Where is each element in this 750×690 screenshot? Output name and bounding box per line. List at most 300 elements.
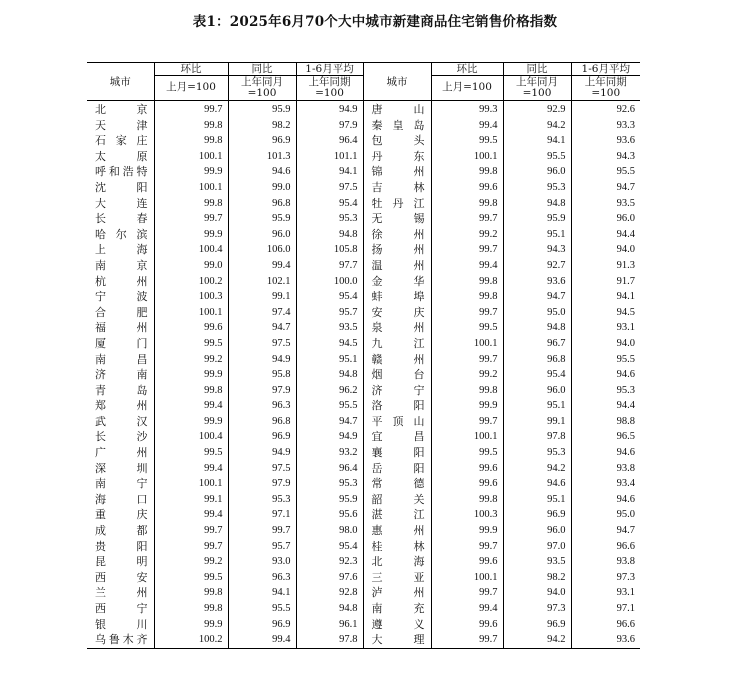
- table-row: [87, 289, 640, 305]
- right-avg-cell: 93.3: [571, 118, 640, 134]
- right-yoy-cell: 94.8: [503, 320, 571, 336]
- left-mom-cell: 100.1: [154, 476, 228, 492]
- right-city-cell: 烟台: [363, 367, 431, 383]
- left-mom-cell: 99.7: [154, 523, 228, 539]
- left-city-cell: 南宁: [95, 477, 148, 491]
- right-city-cell: 丹东: [363, 149, 431, 165]
- right-avg-cell: 93.1: [571, 320, 640, 336]
- left-avg-cell: 92.8: [296, 585, 363, 601]
- right-yoy-cell: 94.6: [503, 476, 571, 492]
- left-mom-cell: 99.5: [154, 445, 228, 461]
- right-avg-cell: 95.5: [571, 164, 640, 180]
- left-yoy-cell: 94.9: [228, 445, 296, 461]
- right-yoy-cell: 97.8: [503, 429, 571, 445]
- right-mom-cell: 99.8: [431, 289, 503, 305]
- right-city-cell: 赣州: [363, 352, 431, 368]
- left-yoy-cell: 101.3: [228, 149, 296, 165]
- right-mom-cell: 99.6: [431, 180, 503, 196]
- right-yoy-cell: 97.0: [503, 539, 571, 555]
- left-mom-cell: 99.9: [154, 227, 228, 243]
- right-city-cell: 吉林: [363, 180, 431, 196]
- right-yoy-cell: 95.3: [503, 180, 571, 196]
- right-yoy-cell: 96.7: [503, 336, 571, 352]
- left-avg-cell: 95.4: [296, 539, 363, 555]
- left-city-cell: 北京: [95, 103, 148, 116]
- left-avg-cell: 95.6: [296, 507, 363, 523]
- right-avg-cell: 97.1: [571, 601, 640, 617]
- right-mom-cell: 100.1: [431, 570, 503, 586]
- right-mom-cell: 100.1: [431, 336, 503, 352]
- table-row: [87, 601, 640, 617]
- left-yoy-cell: 96.8: [228, 414, 296, 430]
- left-yoy-cell: 99.0: [228, 180, 296, 196]
- right-mom-cell: 99.6: [431, 461, 503, 477]
- right-avg-cell: 95.5: [571, 352, 640, 368]
- right-mom-cell: 99.5: [431, 320, 503, 336]
- right-avg-cell: 94.4: [571, 398, 640, 414]
- left-avg-cell: 98.0: [296, 523, 363, 539]
- mom-header-right: 环比: [431, 63, 503, 76]
- left-yoy-cell: 94.7: [228, 320, 296, 336]
- left-mom-cell: 99.9: [154, 617, 228, 633]
- right-city-cell: 蚌埠: [363, 289, 431, 305]
- table-row: [87, 196, 640, 212]
- right-city-cell: 安庆: [363, 305, 431, 321]
- right-yoy-cell: 97.3: [503, 601, 571, 617]
- right-yoy-cell: 96.0: [503, 523, 571, 539]
- left-mom-cell: 99.9: [154, 414, 228, 430]
- left-avg-cell: 94.9: [296, 429, 363, 445]
- right-city-cell: 济宁: [363, 383, 431, 399]
- right-city-cell: 温州: [363, 258, 431, 274]
- left-mom-cell: 99.7: [154, 539, 228, 555]
- table-row: [87, 383, 640, 399]
- left-avg-cell: 105.8: [296, 242, 363, 258]
- table-row: [87, 445, 640, 461]
- table-row: [87, 507, 640, 523]
- left-mom-cell: 99.8: [154, 601, 228, 617]
- right-avg-cell: 92.6: [571, 101, 640, 118]
- left-city-cell: 西安: [95, 570, 148, 584]
- right-yoy-cell: 93.5: [503, 554, 571, 570]
- left-yoy-cell: 96.9: [228, 133, 296, 149]
- left-avg-cell: 95.9: [296, 492, 363, 508]
- left-city-cell: 厦门: [95, 336, 148, 350]
- table-row: [87, 476, 640, 492]
- right-avg-cell: 93.8: [571, 554, 640, 570]
- left-city-cell: 海口: [95, 492, 148, 506]
- yoy-base-right: 上年同月 =100: [503, 76, 571, 101]
- right-yoy-cell: 92.7: [503, 258, 571, 274]
- left-avg-cell: 93.2: [296, 445, 363, 461]
- left-city-cell: 合肥: [95, 305, 148, 319]
- right-yoy-cell: 93.6: [503, 274, 571, 290]
- right-yoy-cell: 95.9: [503, 211, 571, 227]
- left-avg-cell: 96.4: [296, 133, 363, 149]
- right-avg-cell: 98.8: [571, 414, 640, 430]
- left-mom-cell: 100.3: [154, 289, 228, 305]
- left-avg-cell: 92.3: [296, 554, 363, 570]
- right-mom-cell: 99.7: [431, 585, 503, 601]
- right-yoy-cell: 94.8: [503, 196, 571, 212]
- right-avg-cell: 93.8: [571, 461, 640, 477]
- right-avg-cell: 93.1: [571, 585, 640, 601]
- table-row: [87, 164, 640, 180]
- left-avg-cell: 100.0: [296, 274, 363, 290]
- right-city-cell: 常德: [363, 476, 431, 492]
- right-mom-cell: 99.5: [431, 445, 503, 461]
- left-avg-cell: 95.5: [296, 398, 363, 414]
- right-city-cell: 韶关: [363, 492, 431, 508]
- right-avg-cell: 94.1: [571, 289, 640, 305]
- left-city-cell: 武汉: [95, 414, 148, 428]
- left-avg-cell: 96.2: [296, 383, 363, 399]
- right-yoy-cell: 94.0: [503, 585, 571, 601]
- left-city-cell: 长春: [95, 212, 148, 226]
- left-avg-cell: 94.8: [296, 601, 363, 617]
- table-row: [87, 242, 640, 258]
- table-row: [87, 101, 640, 118]
- price-index-table: [87, 62, 640, 649]
- right-avg-cell: 94.3: [571, 149, 640, 165]
- table-row: [87, 336, 640, 352]
- left-mom-cell: 99.7: [154, 101, 228, 118]
- right-avg-cell: 94.6: [571, 445, 640, 461]
- right-avg-cell: 94.0: [571, 336, 640, 352]
- table-row: [87, 320, 640, 336]
- right-yoy-cell: 94.2: [503, 118, 571, 134]
- left-yoy-cell: 96.8: [228, 196, 296, 212]
- right-yoy-cell: 95.3: [503, 445, 571, 461]
- right-mom-cell: 99.7: [431, 414, 503, 430]
- left-avg-cell: 95.3: [296, 476, 363, 492]
- left-mom-cell: 99.8: [154, 383, 228, 399]
- page-title: 表1：2025年6月70个大中城市新建商品住宅销售价格指数: [192, 14, 558, 30]
- table-row: [87, 554, 640, 570]
- right-avg-cell: 94.7: [571, 523, 640, 539]
- left-city-cell: 南京: [95, 258, 148, 272]
- left-city-cell: 上海: [95, 243, 148, 257]
- left-city-cell: 乌鲁木齐: [95, 633, 148, 647]
- table-row: [87, 352, 640, 368]
- left-yoy-cell: 99.7: [228, 523, 296, 539]
- left-city-cell: 昆明: [95, 555, 148, 569]
- left-yoy-cell: 97.9: [228, 383, 296, 399]
- left-avg-cell: 94.5: [296, 336, 363, 352]
- left-mom-cell: 100.4: [154, 242, 228, 258]
- avg-header-left: 1-6月平均: [296, 63, 363, 76]
- right-city-cell: 九江: [363, 336, 431, 352]
- right-avg-cell: 91.7: [571, 274, 640, 290]
- left-mom-cell: 99.2: [154, 352, 228, 368]
- left-city-cell: 贵阳: [95, 539, 148, 553]
- right-mom-cell: 99.2: [431, 227, 503, 243]
- left-mom-cell: 99.6: [154, 320, 228, 336]
- left-mom-cell: 99.5: [154, 570, 228, 586]
- left-yoy-cell: 94.1: [228, 585, 296, 601]
- table-row: [87, 523, 640, 539]
- right-city-cell: 岳阳: [363, 461, 431, 477]
- right-avg-cell: 93.6: [571, 133, 640, 149]
- right-yoy-cell: 96.9: [503, 617, 571, 633]
- left-yoy-cell: 97.1: [228, 507, 296, 523]
- right-mom-cell: 99.6: [431, 617, 503, 633]
- left-avg-cell: 97.8: [296, 632, 363, 648]
- right-city-cell: 无锡: [363, 211, 431, 227]
- right-city-cell: 襄阳: [363, 445, 431, 461]
- right-city-cell: 三亚: [363, 570, 431, 586]
- avg-base-right: 上年同期 =100: [571, 76, 640, 101]
- right-avg-cell: 96.6: [571, 617, 640, 633]
- left-city-cell: 深圳: [95, 461, 148, 475]
- right-avg-cell: 94.7: [571, 180, 640, 196]
- table-row: [87, 414, 640, 430]
- left-yoy-cell: 95.8: [228, 367, 296, 383]
- right-mom-cell: 99.8: [431, 274, 503, 290]
- right-mom-cell: 99.7: [431, 539, 503, 555]
- left-yoy-cell: 94.6: [228, 164, 296, 180]
- table-row: [87, 274, 640, 290]
- right-avg-cell: 94.0: [571, 242, 640, 258]
- right-city-cell: 泉州: [363, 320, 431, 336]
- left-yoy-cell: 95.9: [228, 211, 296, 227]
- right-mom-cell: 99.7: [431, 305, 503, 321]
- right-city-cell: 惠州: [363, 523, 431, 539]
- right-city-cell: 徐州: [363, 227, 431, 243]
- yoy-base-left: 上年同月 =100: [228, 76, 296, 101]
- left-city-cell: 郑州: [95, 399, 148, 413]
- table-row: [87, 211, 640, 227]
- right-yoy-cell: 94.2: [503, 632, 571, 648]
- left-city-cell: 银川: [95, 617, 148, 631]
- right-yoy-cell: 94.1: [503, 133, 571, 149]
- table-row: [87, 492, 640, 508]
- right-mom-cell: 99.6: [431, 476, 503, 492]
- right-yoy-cell: 95.1: [503, 492, 571, 508]
- left-avg-cell: 96.1: [296, 617, 363, 633]
- left-avg-cell: 96.4: [296, 461, 363, 477]
- left-mom-cell: 99.0: [154, 258, 228, 274]
- left-yoy-cell: 97.5: [228, 461, 296, 477]
- left-city-cell: 杭州: [95, 274, 148, 288]
- yoy-header-left: 同比: [228, 63, 296, 76]
- left-mom-cell: 100.1: [154, 149, 228, 165]
- right-avg-cell: 96.0: [571, 211, 640, 227]
- table-row: [87, 539, 640, 555]
- right-mom-cell: 99.7: [431, 352, 503, 368]
- right-avg-cell: 96.6: [571, 539, 640, 555]
- right-avg-cell: 93.4: [571, 476, 640, 492]
- right-mom-cell: 99.7: [431, 242, 503, 258]
- left-mom-cell: 100.2: [154, 632, 228, 648]
- right-avg-cell: 94.6: [571, 492, 640, 508]
- table-row: [87, 258, 640, 274]
- right-city-cell: 平顶山: [363, 414, 431, 430]
- table-row: [87, 429, 640, 445]
- right-mom-cell: 99.3: [431, 101, 503, 118]
- mom-header-left: 环比: [154, 63, 228, 76]
- left-avg-cell: 95.4: [296, 196, 363, 212]
- table-row: [87, 133, 640, 149]
- right-avg-cell: 94.4: [571, 227, 640, 243]
- left-mom-cell: 99.9: [154, 367, 228, 383]
- left-city-cell: 济南: [95, 368, 148, 382]
- right-mom-cell: 99.9: [431, 523, 503, 539]
- left-city-cell: 呼和浩特: [95, 165, 148, 179]
- left-mom-cell: 99.2: [154, 554, 228, 570]
- left-avg-cell: 93.5: [296, 320, 363, 336]
- left-mom-cell: 100.4: [154, 429, 228, 445]
- right-city-cell: 南充: [363, 601, 431, 617]
- right-avg-cell: 94.5: [571, 305, 640, 321]
- right-mom-cell: 99.2: [431, 367, 503, 383]
- right-avg-cell: 95.0: [571, 507, 640, 523]
- table-row: [87, 367, 640, 383]
- left-avg-cell: 97.5: [296, 180, 363, 196]
- left-yoy-cell: 93.0: [228, 554, 296, 570]
- table-row: [87, 398, 640, 414]
- left-mom-cell: 99.7: [154, 211, 228, 227]
- left-yoy-cell: 97.4: [228, 305, 296, 321]
- left-avg-cell: 94.7: [296, 414, 363, 430]
- right-mom-cell: 99.7: [431, 211, 503, 227]
- left-city-cell: 太原: [95, 149, 148, 163]
- left-city-cell: 大连: [95, 196, 148, 210]
- right-city-cell: 泸州: [363, 585, 431, 601]
- right-city-cell: 宜昌: [363, 429, 431, 445]
- table-row: [87, 632, 640, 648]
- right-yoy-cell: 94.3: [503, 242, 571, 258]
- right-mom-cell: 100.1: [431, 429, 503, 445]
- left-avg-cell: 94.9: [296, 101, 363, 118]
- left-city-cell: 成都: [95, 524, 148, 538]
- left-avg-cell: 101.1: [296, 149, 363, 165]
- table-row: [87, 570, 640, 586]
- right-mom-cell: 99.9: [431, 398, 503, 414]
- right-city-cell: 北海: [363, 554, 431, 570]
- left-yoy-cell: 106.0: [228, 242, 296, 258]
- left-mom-cell: 99.4: [154, 507, 228, 523]
- left-avg-cell: 95.3: [296, 211, 363, 227]
- table-row: [87, 461, 640, 477]
- right-mom-cell: 99.4: [431, 258, 503, 274]
- left-yoy-cell: 99.4: [228, 632, 296, 648]
- mom-base-right: 上月=100: [431, 76, 503, 101]
- right-city-cell: 锦州: [363, 164, 431, 180]
- right-yoy-cell: 96.8: [503, 352, 571, 368]
- right-city-cell: 秦皇岛: [363, 118, 431, 134]
- right-yoy-cell: 92.9: [503, 101, 571, 118]
- right-yoy-cell: 96.0: [503, 164, 571, 180]
- left-avg-cell: 94.8: [296, 367, 363, 383]
- table-body: [87, 101, 640, 649]
- left-yoy-cell: 97.9: [228, 476, 296, 492]
- left-mom-cell: 99.5: [154, 336, 228, 352]
- left-city-cell: 青岛: [95, 383, 148, 397]
- left-city-cell: 西宁: [95, 602, 148, 615]
- table-row: [87, 180, 640, 196]
- left-mom-cell: 99.4: [154, 461, 228, 477]
- left-yoy-cell: 97.5: [228, 336, 296, 352]
- right-mom-cell: 100.3: [431, 507, 503, 523]
- left-mom-cell: 99.4: [154, 398, 228, 414]
- right-avg-cell: 96.5: [571, 429, 640, 445]
- left-mom-cell: 100.1: [154, 180, 228, 196]
- avg-header-right: 1-6月平均: [571, 63, 640, 76]
- left-yoy-cell: 96.3: [228, 570, 296, 586]
- left-city-cell: 沈阳: [95, 180, 148, 194]
- right-avg-cell: 97.3: [571, 570, 640, 586]
- left-mom-cell: 99.1: [154, 492, 228, 508]
- left-avg-cell: 97.9: [296, 118, 363, 134]
- city-header-left: 城市: [109, 75, 131, 88]
- yoy-header-right: 同比: [503, 63, 571, 76]
- right-city-cell: 大理: [363, 632, 431, 648]
- right-avg-cell: 95.3: [571, 383, 640, 399]
- right-mom-cell: 99.4: [431, 601, 503, 617]
- left-yoy-cell: 96.9: [228, 429, 296, 445]
- left-city-cell: 重庆: [95, 508, 148, 522]
- table-row: [87, 149, 640, 165]
- left-mom-cell: 99.8: [154, 118, 228, 134]
- left-yoy-cell: 96.3: [228, 398, 296, 414]
- left-mom-cell: 99.8: [154, 196, 228, 212]
- right-mom-cell: 99.8: [431, 492, 503, 508]
- right-avg-cell: 94.6: [571, 367, 640, 383]
- left-avg-cell: 97.7: [296, 258, 363, 274]
- right-city-cell: 洛阳: [363, 398, 431, 414]
- left-yoy-cell: 99.1: [228, 289, 296, 305]
- left-city-cell: 宁波: [95, 290, 148, 304]
- left-yoy-cell: 95.9: [228, 101, 296, 118]
- left-yoy-cell: 95.7: [228, 539, 296, 555]
- right-city-cell: 牡丹江: [363, 196, 431, 212]
- right-yoy-cell: 95.4: [503, 367, 571, 383]
- left-avg-cell: 95.4: [296, 289, 363, 305]
- right-city-cell: 遵义: [363, 617, 431, 633]
- left-city-cell: 南昌: [95, 352, 148, 366]
- right-yoy-cell: 99.1: [503, 414, 571, 430]
- left-mom-cell: 99.8: [154, 133, 228, 149]
- left-avg-cell: 97.6: [296, 570, 363, 586]
- left-city-cell: 长沙: [95, 430, 148, 444]
- right-yoy-cell: 96.9: [503, 507, 571, 523]
- table-row: [87, 227, 640, 243]
- left-avg-cell: 94.1: [296, 164, 363, 180]
- right-mom-cell: 99.8: [431, 164, 503, 180]
- right-yoy-cell: 95.5: [503, 149, 571, 165]
- right-mom-cell: 99.8: [431, 196, 503, 212]
- table-row: [87, 617, 640, 633]
- right-city-cell: 包头: [363, 133, 431, 149]
- right-avg-cell: 93.5: [571, 196, 640, 212]
- left-mom-cell: 100.1: [154, 305, 228, 321]
- right-mom-cell: 99.4: [431, 118, 503, 134]
- left-city-cell: 广州: [95, 446, 148, 460]
- right-yoy-cell: 95.1: [503, 398, 571, 414]
- left-city-cell: 天津: [95, 118, 148, 132]
- right-mom-cell: 99.6: [431, 554, 503, 570]
- right-yoy-cell: 94.2: [503, 461, 571, 477]
- right-yoy-cell: 95.0: [503, 305, 571, 321]
- right-mom-cell: 99.7: [431, 632, 503, 648]
- right-yoy-cell: 98.2: [503, 570, 571, 586]
- left-avg-cell: 94.8: [296, 227, 363, 243]
- table-row: [87, 305, 640, 321]
- right-mom-cell: 99.5: [431, 133, 503, 149]
- table-row: [87, 118, 640, 134]
- right-city-cell: 金华: [363, 274, 431, 290]
